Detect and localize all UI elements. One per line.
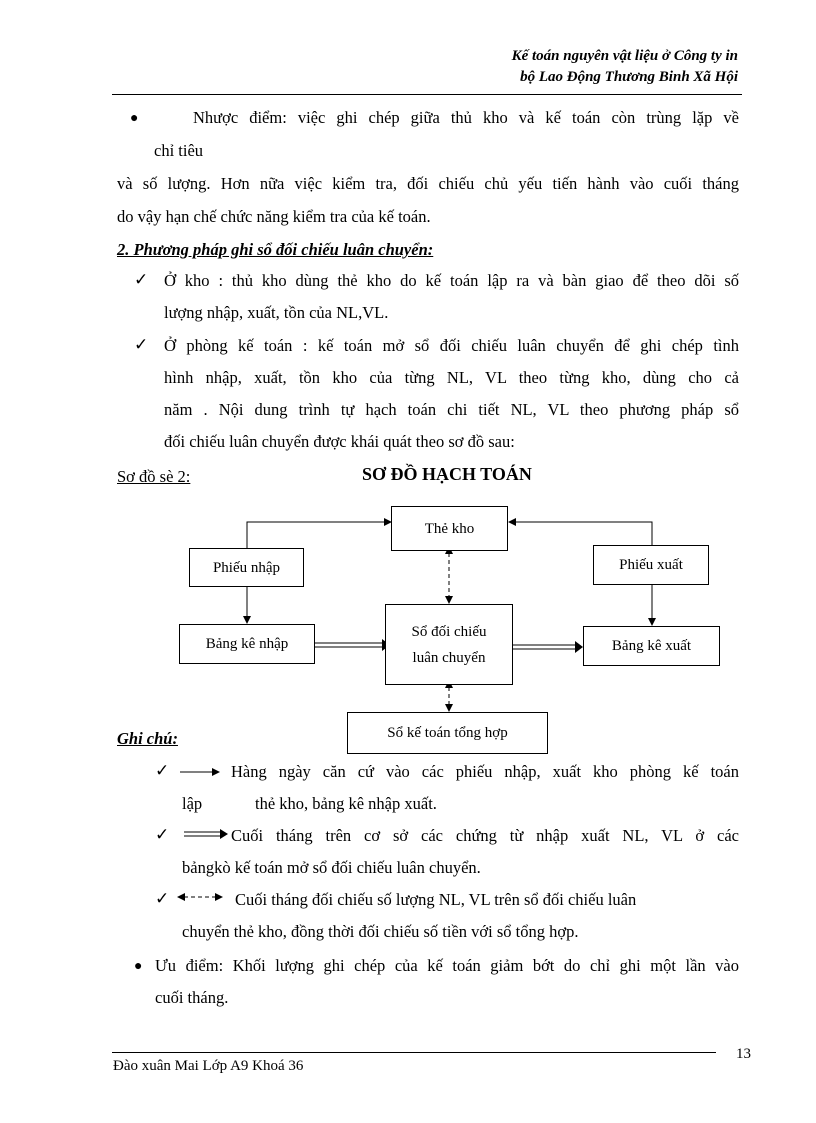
diagram-title: SƠ ĐỒ HẠCH TOÁN [362,464,532,484]
note-3-line-1: Cuối tháng đối chiếu số lượng NL, VL trên sổ đối chiếu luân [235,890,637,909]
header-line-2: bộ Lao Động Thương Binh Xã Hội [520,69,738,85]
arrow-phieu-xuat-to-the-kho [509,522,652,545]
bullet-icon: ● [134,959,143,974]
arrow-phieu-nhap-to-the-kho [247,522,391,548]
weakness-line-2: chỉ tiêu [154,141,204,160]
advantage-line-2: cuối tháng. [155,988,229,1007]
weakness-line-3: và số lượng. Hơn nữa việc kiểm tra, đối chiếu chủ yếu tiến hành vào cuối tháng [117,174,739,193]
check-icon: ✓ [155,761,170,780]
footer-author: Đào xuân Mai Lớp A9 Khoá 36 [113,1058,304,1074]
note-1-line-2b: thẻ kho, bảng kê nhập xuất. [255,794,437,813]
footer-rule [112,1052,716,1053]
notes-title: Ghi chú: [117,729,178,748]
box-so-doi-chieu-line-1: Sổ đối chiếu [411,623,487,640]
page-number: 13 [736,1046,751,1062]
box-so-doi-chieu-luan-chuyen [385,604,513,685]
advantage-line-1: Ưu điểm: Khối lượng ghi chép của kế toán giảm bớt do chỉ ghi một lần vào [155,956,739,975]
warehouse-line-1: Ở kho : thủ kho dùng thẻ kho do kế toán lập ra và bàn giao để theo dõi số [164,271,739,290]
note-1-line-2a: lập [182,794,203,813]
accounting-line-3: năm . Nội dung trình tự hạch toán chi tiết NL, VL theo phương pháp sổ [164,400,739,419]
weakness-line-1: Nhược điểm: việc ghi chép giữa thủ kho và kế toán còn trùng lặp về [193,108,739,127]
accounting-line-4: đối chiếu luân chuyển được khái quát theo sơ đồ sau: [164,432,515,451]
check-icon: ✓ [134,335,149,354]
note-2-line-2: bảngkò kế toán mở sổ đối chiếu luân chuyển. [182,858,481,877]
box-so-ke-toan-tong-hop: Sổ kế toán tổng hợp [347,712,548,754]
box-phieu-nhap: Phiếu nhập [189,548,304,587]
check-icon: ✓ [134,270,149,289]
bullet-icon: ● [130,111,139,126]
check-icon: ✓ [155,889,170,908]
diagram-label: Sơ đồ sè 2: [117,467,191,486]
warehouse-line-2: lượng nhập, xuất, tồn của NL,VL. [164,303,389,322]
weakness-line-4: do vậy hạn chế chức năng kiểm tra của kế toán. [117,207,431,226]
note-1-line-1: Hàng ngày căn cứ vào các phiếu nhập, xuất kho phòng kế toán [231,762,739,781]
box-bang-ke-nhap: Bảng kê nhập [179,624,315,664]
box-so-doi-chieu-line-2: luân chuyển [412,649,486,666]
note-3-line-2: chuyển thẻ kho, đồng thời đối chiếu số tiền với sổ tổng hợp. [182,922,579,941]
box-the-kho: Thẻ kho [391,506,508,551]
box-bang-ke-xuat: Bảng kê xuất [583,626,720,666]
accounting-line-2: hình nhập, xuất, tồn kho của từng NL, VL theo từng kho, dùng cho cả [164,368,739,387]
note-2-line-1: Cuối tháng trên cơ sở các chứng từ nhập xuất NL, VL ở các [231,826,739,845]
check-icon: ✓ [155,825,170,844]
accounting-line-1: Ở phòng kế toán : kế toán mở sổ đối chiếu luân chuyển để ghi chép tình [164,336,739,355]
section-title: 2. Phương pháp ghi sổ đối chiếu luân chuyển: [117,240,434,259]
box-phieu-xuat: Phiếu xuất [593,545,709,585]
header-line-1: Kế toán nguyên vật liệu ở Công ty in [511,48,738,64]
